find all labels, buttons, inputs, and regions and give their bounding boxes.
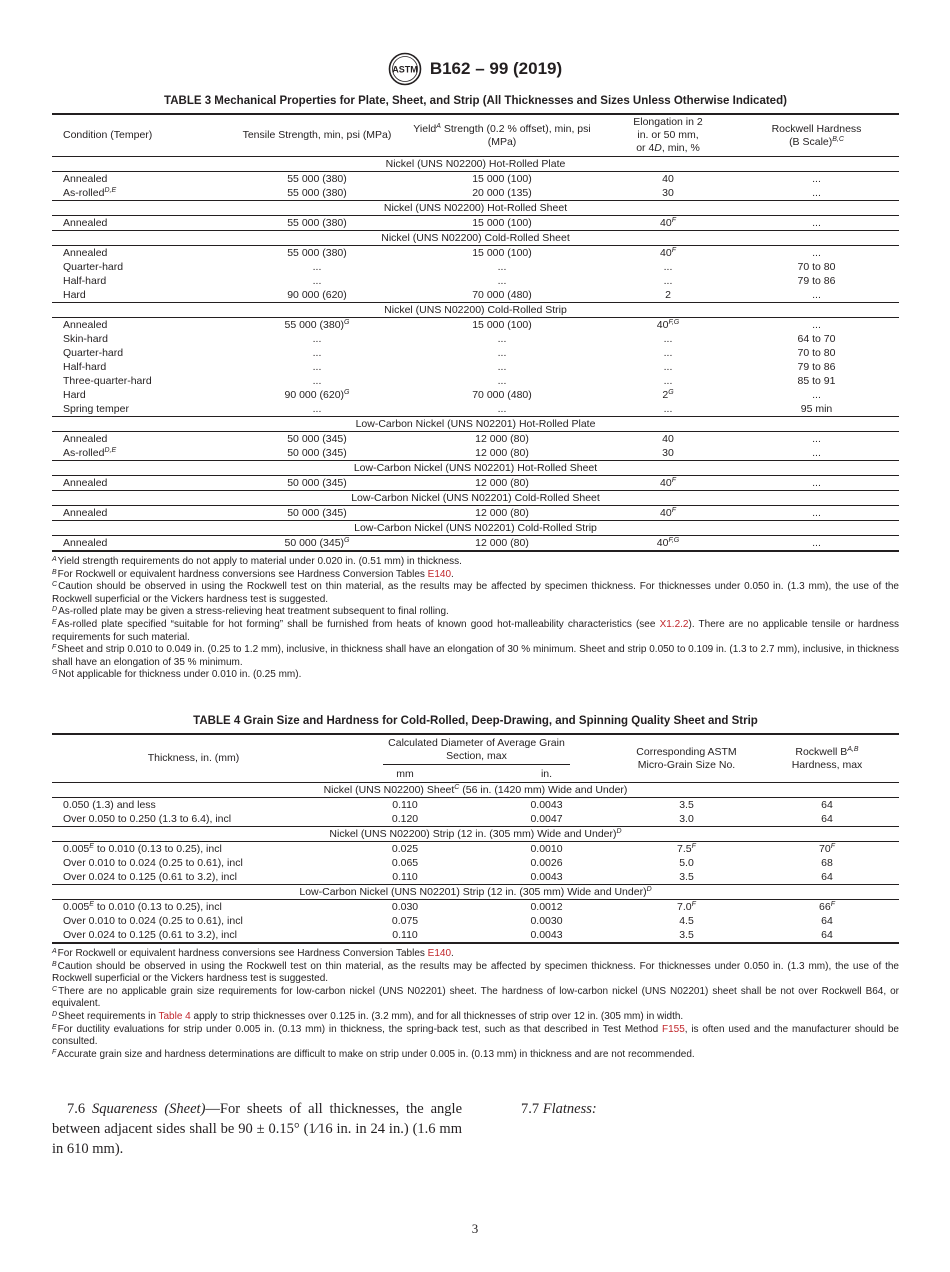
cell-elongation: 30 bbox=[662, 446, 674, 459]
footnote-text: . bbox=[451, 568, 454, 580]
cell-tensile: ... bbox=[312, 332, 322, 345]
cell-rockwell: ... bbox=[812, 318, 821, 331]
section-title: Nickel (UNS N02200) Hot-Rolled Plate bbox=[52, 157, 899, 172]
footnote-key: C bbox=[52, 985, 58, 993]
cell-tensile: ... bbox=[312, 274, 322, 287]
cell-tensile: 55 000 (380) bbox=[287, 216, 347, 229]
footnote-text: apply to strip thicknesses over 0.125 in. (3.2 mm), and for all thicknesses of strip over 12 in. (305 mm) in width. bbox=[190, 1010, 684, 1022]
cell-rockwell: ... bbox=[812, 506, 821, 519]
section-7-7: 7.7 Flatness: bbox=[521, 1101, 597, 1117]
t3-col-yield: Yield$^A$ Strength (0.2 % offset), min, psi (MPa) bbox=[402, 114, 602, 157]
footnote bbox=[52, 948, 899, 961]
footnote-ref: F bbox=[691, 842, 696, 850]
footnote-text: . bbox=[451, 948, 454, 959]
footnote-ref: F bbox=[691, 900, 696, 908]
cell-elongation: ... bbox=[663, 360, 673, 373]
footnote-text: Accurate grain size and hardness determinations are difficult to make on strip under 0.005 in. (0.13 mm) in thickness and are not recommended. bbox=[57, 1048, 695, 1060]
footnote bbox=[52, 581, 899, 606]
table-row bbox=[52, 274, 899, 288]
section-row bbox=[52, 461, 899, 476]
table-3 bbox=[52, 95, 899, 682]
cell-astm: $7.0^F$ bbox=[677, 900, 696, 913]
cell-yield: 12 000 (80) bbox=[475, 506, 529, 519]
page-number: 3 bbox=[471, 1221, 479, 1236]
cell-thickness: $0.005^E$ to 0.010 (0.13 to 0.25), incl bbox=[63, 842, 222, 855]
footnote-ref: E bbox=[89, 842, 94, 850]
footnote-text: Not applicable for thickness under 0.010 in. (0.25 mm). bbox=[58, 669, 302, 681]
footnote-ref: G bbox=[344, 536, 350, 544]
cell-elongation: 40 bbox=[662, 432, 674, 445]
cell-mm: 0.110 bbox=[392, 928, 418, 941]
cell-yield: ... bbox=[497, 260, 507, 273]
cell-rockwell: 68 bbox=[821, 856, 833, 869]
footnote-key: D bbox=[52, 606, 58, 614]
cell-in: 0.0043 bbox=[530, 798, 563, 811]
footnote-ref: D,E bbox=[104, 186, 117, 194]
t4-col-mm: mm bbox=[335, 767, 475, 783]
cell-in: 0.0047 bbox=[530, 812, 563, 825]
cell-thickness: Over 0.024 to 0.125 (0.61 to 3.2), incl bbox=[63, 928, 237, 941]
cell-condition: As-rolled$^{D,E}$ bbox=[63, 446, 117, 459]
cell-yield: 20 000 (135) bbox=[472, 186, 532, 199]
cell-yield: 12 000 (80) bbox=[475, 476, 529, 489]
table-row bbox=[52, 360, 899, 374]
table-row bbox=[52, 288, 899, 303]
cell-elongation: $40^F$ bbox=[660, 246, 676, 259]
section-title: Low-Carbon Nickel (UNS N02201) Strip (12 in. (305 mm) Wide and Under)$^D$ bbox=[52, 885, 899, 900]
footnote-key: A bbox=[52, 556, 57, 563]
cell-rockwell: 85 to 91 bbox=[797, 374, 836, 387]
cell-elongation: $40^F$ bbox=[660, 476, 676, 489]
table-4-title: TABLE 4 Grain Size and Hardness for Cold-Rolled, Deep-Drawing, and Spinning Quality Sheet and Strip bbox=[193, 715, 758, 727]
cell-yield: 12 000 (80) bbox=[475, 446, 529, 459]
cell-astm: $7.5^F$ bbox=[677, 842, 696, 855]
astm-logo-icon bbox=[388, 52, 422, 86]
table-row bbox=[52, 260, 899, 274]
table-row bbox=[52, 432, 899, 447]
cell-rockwell: 95 min bbox=[800, 402, 833, 415]
cell-astm: 5.0 bbox=[679, 856, 694, 869]
footnote-text: As-rolled plate may be given a stress-relieving heat treatment subsequent to final rolling. bbox=[58, 606, 449, 618]
section-title: Nickel (UNS N02200) Cold-Rolled Strip bbox=[52, 303, 899, 318]
cell-elongation: $40^F$ bbox=[660, 506, 676, 519]
cell-condition: Annealed bbox=[63, 172, 108, 185]
cell-rockwell: $70^F$ bbox=[819, 842, 835, 855]
cell-thickness: Over 0.010 to 0.024 (0.25 to 0.61), incl bbox=[63, 914, 243, 927]
cell-rockwell: 64 bbox=[821, 914, 833, 927]
section-7-6-heading: Squareness (Sheet) bbox=[91, 1101, 206, 1117]
cell-condition: Annealed bbox=[63, 506, 108, 519]
footnote-text: Sheet requirements in bbox=[58, 1010, 159, 1022]
table-row bbox=[52, 536, 899, 552]
footnote-ref: F bbox=[671, 216, 676, 224]
t3-col-tensile: Tensile Strength, min, psi (MPa) bbox=[232, 114, 402, 157]
cell-elongation: ... bbox=[663, 332, 673, 345]
document-designation: B162 – 99 (2019) bbox=[429, 59, 563, 78]
footnote bbox=[52, 619, 899, 644]
cell-rockwell: 79 to 86 bbox=[797, 360, 836, 373]
table-row bbox=[52, 476, 899, 491]
footnote-key: C bbox=[52, 581, 58, 589]
cell-thickness: $0.005^E$ to 0.010 (0.13 to 0.25), incl bbox=[63, 900, 222, 913]
cell-astm: 4.5 bbox=[679, 914, 694, 927]
cell-rockwell: ... bbox=[812, 172, 821, 185]
table-row bbox=[52, 798, 899, 813]
cell-elongation: $40^F$ bbox=[660, 216, 676, 229]
footnote-key: D bbox=[52, 1010, 58, 1018]
cell-in: 0.0043 bbox=[530, 928, 563, 941]
cell-rockwell: 64 to 70 bbox=[797, 332, 836, 345]
section-row bbox=[52, 157, 899, 172]
footnote-text: For Rockwell or equivalent hardness conversions see Hardness Conversion Tables bbox=[57, 568, 428, 580]
footnote-ref: D bbox=[616, 827, 622, 835]
cell-elongation: $40^{F,G}$ bbox=[656, 536, 680, 549]
section-7-7-heading: Flatness: bbox=[542, 1101, 597, 1117]
section-7-6: 7.6 Squareness (Sheet)—For sheets of all thicknesses, the angle between adjacent sides shall be 90 ± 0.15° (1⁄16 in. in 24 in.) (1.6 mm in 610 mm). bbox=[52, 1101, 462, 1157]
footnote-ref: G bbox=[344, 318, 350, 326]
section-title: Low-Carbon Nickel (UNS N02201) Hot-Rolled Sheet bbox=[52, 461, 899, 476]
cell-yield: 12 000 (80) bbox=[475, 432, 529, 445]
table-row bbox=[52, 388, 899, 402]
cell-rockwell: ... bbox=[812, 186, 821, 199]
table-row bbox=[52, 216, 899, 231]
section-7-6-text: —For sheets of all thicknesses, the angle between adjacent sides shall be 90 ± 0.15° (1⁄16 in. in 24 in.) (1.6 mm in 610 mm). bbox=[52, 1101, 462, 1157]
section-title: Low-Carbon Nickel (UNS N02201) Cold-Rolled Strip bbox=[52, 521, 899, 536]
table-3-grid bbox=[52, 113, 899, 552]
cell-condition: Annealed bbox=[63, 246, 108, 259]
footnote-text: Caution should be observed in using the Rockwell test on thin material, as the results may be affected by specimen thickness. For thicknesses under 0.050 in. (1.3 mm), the use of the Rockwell superficial or the Vickers hardness test is suggested. bbox=[52, 960, 899, 985]
cell-thickness: Over 0.010 to 0.024 (0.25 to 0.61), incl bbox=[63, 856, 243, 869]
cell-elongation: ... bbox=[663, 402, 673, 415]
cell-elongation: ... bbox=[663, 274, 673, 287]
cell-condition: Skin-hard bbox=[63, 332, 108, 345]
footnote bbox=[52, 1011, 899, 1024]
footnote-key: F bbox=[52, 1048, 57, 1056]
cell-tensile: ... bbox=[312, 346, 322, 359]
cell-condition: Annealed bbox=[63, 536, 108, 549]
cell-rockwell: ... bbox=[812, 432, 821, 445]
cell-elongation: 40 bbox=[662, 172, 674, 185]
cell-rockwell: 64 bbox=[821, 928, 833, 941]
cell-mm: 0.110 bbox=[392, 798, 418, 811]
cell-in: 0.0012 bbox=[530, 900, 563, 913]
cell-elongation: $2^G$ bbox=[662, 388, 674, 401]
t4-col-diameter: Calculated Diameter of Average Grain Section, max bbox=[335, 734, 618, 767]
cell-tensile: 50 000 (345) bbox=[287, 476, 347, 489]
table-row bbox=[52, 332, 899, 346]
cell-tensile: ... bbox=[312, 374, 322, 387]
cell-condition: Hard bbox=[63, 388, 86, 401]
cell-thickness: Over 0.024 to 0.125 (0.61 to 3.2), incl bbox=[63, 870, 237, 883]
cell-elongation: 2 bbox=[665, 288, 671, 301]
footnote-ref: G bbox=[668, 388, 674, 396]
footnote-key: F bbox=[52, 644, 57, 652]
t4-col-in: in. bbox=[475, 767, 618, 783]
footnote-ref: F bbox=[830, 842, 835, 850]
t3-col-elongation: Elongation in 2 in. or 50 mm, or 4D, min, % bbox=[602, 114, 734, 157]
table-row bbox=[52, 914, 899, 928]
footnote bbox=[52, 961, 899, 986]
cell-yield: 12 000 (80) bbox=[475, 536, 529, 549]
footnote-ref: F bbox=[671, 246, 676, 254]
section-row bbox=[52, 827, 899, 842]
footnote-ref: F bbox=[671, 506, 676, 514]
cell-rockwell: ... bbox=[812, 246, 821, 259]
cell-yield: ... bbox=[497, 402, 507, 415]
cell-rockwell: 70 to 80 bbox=[797, 260, 836, 273]
cell-yield: 15 000 (100) bbox=[472, 246, 532, 259]
section-title: Nickel (UNS N02200) Sheet$^C$ (56 in. (1420 mm) Wide and Under) bbox=[52, 783, 899, 798]
cell-tensile: ... bbox=[312, 360, 322, 373]
section-row bbox=[52, 491, 899, 506]
cell-condition: Annealed bbox=[63, 318, 108, 331]
cell-yield: 70 000 (480) bbox=[472, 388, 532, 401]
section-title: Low-Carbon Nickel (UNS N02201) Hot-Rolled Plate bbox=[52, 417, 899, 432]
footnote-text: Caution should be observed in using the Rockwell test on thin material, as the results may be affected by specimen thickness. For thicknesses under 0.050 in. (1.3 mm), the use of the Rockwell superficial or the Vickers hardness test is suggested. bbox=[52, 581, 899, 605]
cell-thickness: 0.050 (1.3) and less bbox=[63, 798, 156, 811]
footnote bbox=[52, 569, 899, 582]
cell-condition: Annealed bbox=[63, 216, 108, 229]
cell-condition: Quarter-hard bbox=[63, 346, 124, 359]
cell-tensile: ... bbox=[312, 260, 322, 273]
cell-rockwell: ... bbox=[812, 536, 821, 549]
cell-in: 0.0030 bbox=[530, 914, 563, 927]
footnote bbox=[52, 669, 899, 682]
table-4 bbox=[52, 715, 899, 1061]
section-title: Nickel (UNS N02200) Hot-Rolled Sheet bbox=[52, 201, 899, 216]
cell-thickness: Over 0.050 to 0.250 (1.3 to 6.4), incl bbox=[63, 812, 232, 825]
cell-rockwell: ... bbox=[812, 446, 821, 459]
reference-link[interactable]: E140 bbox=[427, 568, 452, 580]
cell-rockwell: 64 bbox=[821, 812, 833, 825]
cell-tensile: 55 000 (380) bbox=[287, 246, 347, 259]
cell-yield: ... bbox=[497, 346, 507, 359]
cell-mm: 0.075 bbox=[391, 914, 419, 927]
footnote-key: G bbox=[52, 669, 58, 677]
t3-col-rockwell: Rockwell Hardness (B Scale)$^{B,C}$ bbox=[734, 114, 899, 157]
table-row bbox=[52, 402, 899, 417]
table-3-title: TABLE 3 Mechanical Properties for Plate, Sheet, and Strip (All Thicknesses and Sizes Unless Otherwise Indicated) bbox=[164, 95, 787, 107]
cell-rockwell: ... bbox=[812, 476, 821, 489]
footnote-key: E bbox=[52, 618, 57, 626]
cell-elongation: ... bbox=[663, 346, 673, 359]
cell-tensile: 50 000 (345) bbox=[287, 446, 347, 459]
footnote-text: , is often used and the manufacturer should be consulted. bbox=[52, 1023, 899, 1048]
cell-condition: Three-quarter-hard bbox=[63, 374, 152, 387]
section-row bbox=[52, 201, 899, 216]
footnote-ref: F bbox=[830, 900, 835, 908]
reference-link[interactable]: Table 4 bbox=[158, 1010, 191, 1022]
table-row bbox=[52, 928, 899, 943]
table-row bbox=[52, 374, 899, 388]
footnote bbox=[52, 986, 899, 1011]
footnote bbox=[52, 556, 899, 569]
table-row bbox=[52, 246, 899, 261]
cell-condition: As-rolled$^{D,E}$ bbox=[63, 186, 117, 199]
footnote-ref: D bbox=[646, 885, 652, 893]
cell-yield: 15 000 (100) bbox=[472, 172, 532, 185]
section-title: Nickel (UNS N02200) Strip (12 in. (305 mm) Wide and Under)$^D$ bbox=[52, 827, 899, 842]
cell-in: 0.0026 bbox=[530, 856, 563, 869]
cell-condition: Annealed bbox=[63, 476, 108, 489]
cell-condition: Spring temper bbox=[63, 402, 129, 415]
t3-body bbox=[52, 157, 899, 552]
t4-footnotes bbox=[52, 948, 899, 1061]
cell-condition: Quarter-hard bbox=[63, 260, 124, 273]
footnote-ref: E bbox=[89, 900, 94, 908]
table-row bbox=[52, 318, 899, 333]
cell-rockwell: ... bbox=[812, 388, 821, 401]
cell-condition: Half-hard bbox=[63, 360, 107, 373]
table-row bbox=[52, 346, 899, 360]
cell-tensile: 50 000 $(345)^G$ bbox=[284, 536, 350, 549]
footnote-key: B bbox=[52, 568, 57, 576]
footnote-ref: F,G bbox=[668, 536, 680, 544]
cell-yield: ... bbox=[497, 374, 507, 387]
cell-yield: ... bbox=[497, 332, 507, 345]
footnote-text: Yield strength requirements do not apply to material under 0.020 in. (0.51 mm) in thickness. bbox=[57, 556, 462, 567]
cell-rockwell: ... bbox=[812, 288, 821, 301]
cell-astm: 3.5 bbox=[679, 870, 694, 883]
section-row bbox=[52, 231, 899, 246]
table-row bbox=[52, 186, 899, 201]
cell-tensile: 90 000 (620) bbox=[287, 288, 347, 301]
cell-in: 0.0010 bbox=[530, 842, 563, 855]
cell-condition: Half-hard bbox=[63, 274, 107, 287]
footnote-ref: G bbox=[344, 388, 350, 396]
cell-rockwell: 79 to 86 bbox=[797, 274, 836, 287]
cell-rockwell: 70 to 80 bbox=[797, 346, 836, 359]
footnote-ref: D,E bbox=[104, 446, 117, 454]
page-header bbox=[0, 52, 950, 86]
reference-link[interactable]: E140 bbox=[427, 948, 452, 959]
cell-tensile: 55 000 $(380)^G$ bbox=[284, 318, 350, 331]
section-row bbox=[52, 521, 899, 536]
cell-tensile: 50 000 (345) bbox=[287, 432, 347, 445]
cell-yield: 70 000 (480) bbox=[472, 288, 532, 301]
footnote bbox=[52, 644, 899, 669]
cell-tensile: 50 000 (345) bbox=[287, 506, 347, 519]
footnote-text: There are no applicable grain size requirements for low-carbon nickel (UNS N02201) sheet. The hardness of low-carbon nickel (UNS N02201) sheet shall be not over Rockwell B64, or equivalent. bbox=[52, 985, 899, 1010]
reference-link[interactable]: X1.2.2 bbox=[659, 618, 689, 630]
t4-col-thickness: Thickness, in. (mm) bbox=[52, 734, 335, 783]
t3-footnotes bbox=[52, 556, 899, 682]
footnote-text: ). There are no applicable tensile or hardness requirements for such material. bbox=[52, 618, 900, 643]
cell-astm: 3.5 bbox=[679, 798, 694, 811]
section-title: Low-Carbon Nickel (UNS N02201) Cold-Rolled Sheet bbox=[52, 491, 899, 506]
cell-yield: ... bbox=[497, 274, 507, 287]
footnote-key: E bbox=[52, 1023, 57, 1031]
table-4-grid bbox=[52, 733, 899, 944]
cell-rockwell: 64 bbox=[821, 870, 833, 883]
cell-rockwell: ... bbox=[812, 216, 821, 229]
cell-in: 0.0043 bbox=[530, 870, 563, 883]
cell-rockwell: 64 bbox=[821, 798, 833, 811]
table-row bbox=[52, 900, 899, 915]
astm-logo-text: ASTM bbox=[392, 64, 418, 75]
cell-yield: 15 000 (100) bbox=[472, 318, 532, 331]
footnote bbox=[52, 1024, 899, 1049]
cell-tensile: ... bbox=[312, 402, 322, 415]
footnote-ref: C bbox=[454, 783, 460, 791]
footnote-text: As-rolled plate specified “suitable for hot forming” shall be furnished from heats of known good hot-malleability characteristics (see bbox=[57, 618, 660, 630]
table-row bbox=[52, 172, 899, 187]
cell-condition: Hard bbox=[63, 288, 86, 301]
cell-yield: ... bbox=[497, 360, 507, 373]
cell-yield: 15 000 (100) bbox=[472, 216, 532, 229]
cell-mm: 0.120 bbox=[391, 812, 419, 825]
t3-col-condition: Condition (Temper) bbox=[52, 114, 232, 157]
footnote-key: B bbox=[52, 960, 57, 968]
footnote-text: For ductility evaluations for strip under 0.005 in. (0.13 mm) in thickness, the spring-back test, such as that described in Test Method bbox=[57, 1023, 662, 1035]
table-row bbox=[52, 856, 899, 870]
cell-mm: 0.110 bbox=[392, 870, 418, 883]
cell-tensile: 55 000 (380) bbox=[287, 172, 347, 185]
table-row bbox=[52, 506, 899, 521]
section-row bbox=[52, 303, 899, 318]
t4-col-astm: Corresponding ASTM Micro-Grain Size No. bbox=[618, 734, 755, 783]
cell-mm: 0.030 bbox=[391, 900, 419, 913]
footnote-ref: F bbox=[671, 476, 676, 484]
section-row bbox=[52, 783, 899, 798]
footnote bbox=[52, 1049, 899, 1062]
t4-body bbox=[52, 783, 899, 944]
footnote-text: For Rockwell or equivalent hardness conversions see Hardness Conversion Tables bbox=[57, 948, 428, 959]
footnote-ref: F,G bbox=[668, 318, 680, 326]
cell-astm: 3.5 bbox=[679, 928, 694, 941]
section-row bbox=[52, 417, 899, 432]
footnote-text: Sheet and strip 0.010 to 0.049 in. (0.25 to 1.2 mm), inclusive, in thickness shall have an elongation of 30 % minimum. Sheet and strip 0.050 to 0.109 in. (1.3 to 2.7 mm), inclusive, in thickness shall have an elongation of 35 % minimum. bbox=[52, 644, 899, 668]
footnote bbox=[52, 606, 899, 619]
table-row bbox=[52, 870, 899, 885]
cell-elongation: 30 bbox=[662, 186, 674, 199]
cell-tensile: 55 000 (380) bbox=[287, 186, 347, 199]
cell-mm: 0.065 bbox=[391, 856, 419, 869]
table-row bbox=[52, 812, 899, 827]
reference-link[interactable]: F155 bbox=[661, 1023, 685, 1035]
cell-mm: 0.025 bbox=[391, 842, 419, 855]
table-row bbox=[52, 446, 899, 461]
cell-elongation: $40^{F,G}$ bbox=[656, 318, 680, 331]
section-title: Nickel (UNS N02200) Cold-Rolled Sheet bbox=[52, 231, 899, 246]
cell-rockwell: $66^F$ bbox=[819, 900, 835, 913]
cell-elongation: ... bbox=[663, 260, 673, 273]
cell-astm: 3.0 bbox=[679, 812, 694, 825]
section-row bbox=[52, 885, 899, 900]
cell-elongation: ... bbox=[663, 374, 673, 387]
cell-condition: Annealed bbox=[63, 432, 108, 445]
footnote-key: A bbox=[52, 948, 57, 955]
cell-tensile: 90 000 $(620)^G$ bbox=[284, 388, 350, 401]
table-row bbox=[52, 842, 899, 857]
t4-col-rockwell: Rockwell $B^{A,B}$ Hardness, max bbox=[755, 734, 899, 783]
